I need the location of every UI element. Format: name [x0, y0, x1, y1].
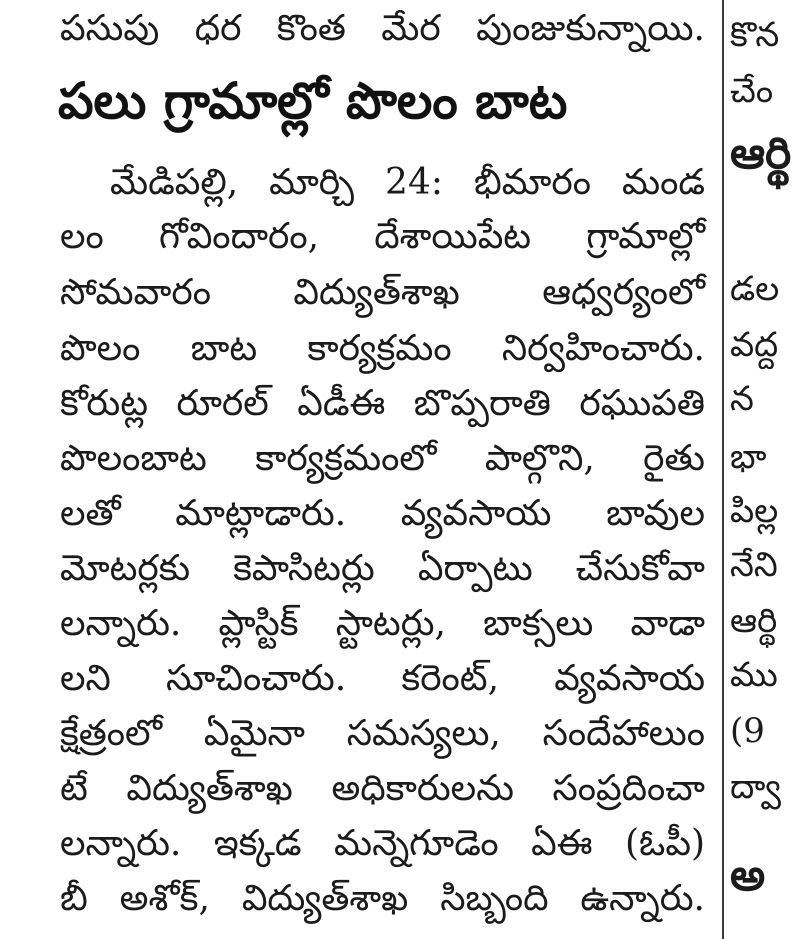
adjacent-article-column [730, 0, 800, 939]
adjacent-line: వద్ద [730, 325, 779, 365]
adjacent-line: (9 [730, 711, 765, 751]
adjacent-line: ము [730, 655, 778, 695]
adjacent-line: చేం [730, 71, 774, 111]
article-body-line: లన్నారు. ఇక్కడ మన్నెగూడెం ఏఈ (ఓపీ) [60, 823, 705, 864]
adjacent-line: నేని [730, 545, 778, 585]
adjacent-line: భా [730, 437, 767, 477]
article-body-line: మేడిపల్లి, మార్చి 24: భీమారం మండ [110, 162, 705, 203]
adjacent-headline: అ [730, 850, 766, 901]
adjacent-headline: ఆర్థి [730, 128, 792, 179]
article-body-line: లం గోవిందారం, దేశాయిపేట గ్రామాల్లో [60, 216, 705, 257]
adjacent-line: ఆర్థి [730, 601, 778, 641]
adjacent-line: కొన [730, 15, 780, 55]
article-body-line: బీ అశోక్, విద్యుత్‌శాఖ సిబ్బంది ఉన్నారు. [60, 878, 705, 919]
article-body-line: పొలం బాట కార్యక్రమం నిర్వహించారు. [60, 328, 705, 369]
article-body-line: టే విద్యుత్‌శాఖ అధికారులను సంప్రదించా [60, 768, 705, 809]
article-body-line: లని సూచించారు. కరెంట్, వ్యవసాయ [60, 658, 705, 699]
article-body-line: సోమవారం విద్యుత్‌శాఖ ఆధ్వర్యంలో [60, 272, 705, 313]
adjacent-line: న [730, 379, 754, 419]
adjacent-line: ద్వా [730, 767, 781, 807]
article-body-line: పొలంబాట కార్యక్రమంలో పాల్గొని, రైతు [60, 438, 705, 479]
article-headline: పలు గ్రామాల్లో పొలం బాట [58, 72, 568, 130]
article-body-line: కోరుట్ల రూరల్ ఏడీఈ బొప్పరాతి రఘుపతి [60, 383, 705, 424]
column-divider [722, 0, 724, 939]
adjacent-line: పిల్ల [730, 491, 779, 531]
article-body-line: క్షేత్రంలో ఏమైనా సమస్యలు, సందేహాలుం [60, 713, 705, 754]
article-body-line: లన్నారు. ప్లాస్టిక్ స్టాటర్లు, బాక్సలు వాడా [60, 603, 705, 644]
adjacent-line: డల [730, 269, 780, 309]
previous-article-last-line: పసుపు ధర కొంత మేర పుంజుకున్నాయి. [60, 8, 705, 49]
article-body-line: లతో మాట్లాడారు. వ్యవసాయ బావుల [60, 493, 705, 534]
article-body-line: మోటర్లకు కెపాసిటర్లు ఏర్పాటు చేసుకోవా [60, 548, 705, 589]
